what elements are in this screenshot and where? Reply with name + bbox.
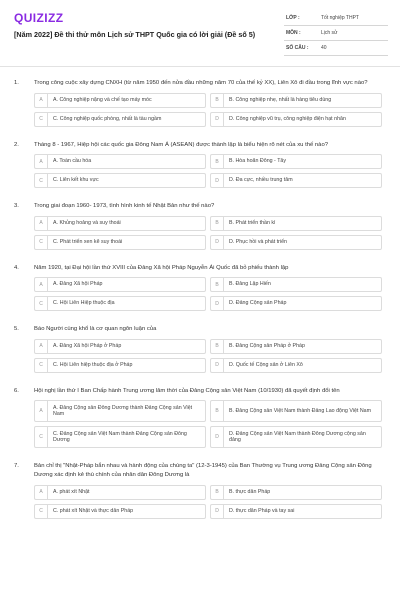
option-letter: A <box>35 401 48 421</box>
question-item <box>14 79 386 131</box>
option-letter: C <box>35 236 48 249</box>
question-item <box>14 325 386 377</box>
answer-option[interactable] <box>34 235 206 250</box>
question-number: 7. <box>14 463 19 470</box>
option-letter: C <box>35 297 48 310</box>
option-letter: D <box>211 113 224 126</box>
option-letter: C <box>35 174 48 187</box>
answer-option[interactable] <box>34 277 206 292</box>
option-text: B. thực dân Pháp <box>229 488 271 495</box>
option-letter: D <box>211 427 224 447</box>
answer-option[interactable] <box>34 358 206 373</box>
answer-options <box>34 277 386 315</box>
answer-options <box>34 93 386 131</box>
option-letter: B <box>211 340 224 353</box>
answer-option[interactable] <box>210 358 382 373</box>
option-letter: A <box>35 486 48 499</box>
question-item <box>14 141 386 193</box>
option-text: C. Hội Liên hiệp thuộc địa ở Pháp <box>53 362 133 368</box>
option-text: D. Đa cực, nhiều trung tâm <box>229 177 293 184</box>
answer-option[interactable] <box>34 216 206 231</box>
option-text: C. Đảng Cộng sản Việt Nam thành Đảng Cộng sản Đông Dương <box>53 430 187 444</box>
option-text: C. phát xít Nhật và thực dân Pháp <box>53 507 134 514</box>
option-letter: C <box>35 427 48 447</box>
answer-option[interactable] <box>34 93 206 108</box>
answer-option[interactable] <box>34 173 206 188</box>
answer-option[interactable] <box>34 485 206 500</box>
option-letter: B <box>211 486 224 499</box>
option-text: C. Phát triển xen kẽ suy thoái <box>53 238 123 245</box>
worksheet-info <box>284 11 388 56</box>
answer-option[interactable] <box>34 112 206 127</box>
question-text: Trong công cuộc xây dựng CNXH (từ năm 1950 đến nửa đầu những năm 70 của thế kỷ XX), Liên Xô đi đầu trong lĩnh vực nào? <box>34 80 368 86</box>
info-label: MÔN : <box>286 30 301 36</box>
info-label: LỚP : <box>286 15 300 21</box>
option-letter: C <box>35 359 48 372</box>
option-text: D. Đảng Cộng sản Việt Nam thành Đông Dương cộng sản đảng <box>229 430 366 444</box>
worksheet-title: [Năm 2022] Đề thi thử môn Lịch sử THPT Quốc gia có lời giải (Đề số 5) <box>14 30 256 39</box>
question-text: Tháng 8 - 1967, Hiệp hội các quốc gia Đông Nam Á (ASEAN) được thành lập là biểu hiện rõ nét của xu thế nào? <box>34 141 329 148</box>
option-letter: B <box>211 94 224 107</box>
answer-option[interactable] <box>210 216 382 231</box>
header-divider <box>0 66 400 67</box>
option-letter: C <box>35 505 48 518</box>
option-text: A. phát xít Nhật <box>53 488 90 495</box>
option-letter: D <box>211 236 224 249</box>
answer-options <box>34 216 386 254</box>
answer-options <box>34 339 386 377</box>
answer-option[interactable] <box>210 154 382 169</box>
option-text: A. Toàn cầu hóa <box>53 158 92 165</box>
info-value[interactable]: Tốt nghiệp THPT <box>321 15 359 21</box>
option-letter: B <box>211 278 224 291</box>
info-row-class <box>284 11 388 26</box>
option-letter: D <box>211 174 224 187</box>
option-text: B. Công nghiệp nhẹ, nhất là hàng tiêu dùng <box>229 96 332 103</box>
question-item <box>14 462 386 522</box>
option-letter: B <box>211 401 224 421</box>
option-text: D. Phục hồi và phát triển <box>229 238 288 245</box>
question-item <box>14 202 386 254</box>
answer-option[interactable] <box>210 93 382 108</box>
option-letter: A <box>35 217 48 230</box>
answer-option[interactable] <box>210 504 382 519</box>
info-value[interactable]: 40 <box>321 45 327 51</box>
option-text: A. Khủng hoảng và suy thoái <box>53 219 121 226</box>
answer-option[interactable] <box>210 485 382 500</box>
answer-options <box>34 154 386 192</box>
answer-option[interactable] <box>34 339 206 354</box>
question-number: 1. <box>14 80 19 86</box>
answer-options <box>34 485 386 523</box>
info-row-subject <box>284 26 388 41</box>
option-letter: A <box>35 94 48 107</box>
option-text: A. Đảng Cộng sản Đông Dương thành Đảng Cộng sản Việt Nam <box>53 404 193 418</box>
question-item <box>14 387 386 453</box>
option-text: D. thực dân Pháp và tay sai <box>229 507 295 514</box>
quizizz-logo: QUIZIZZ <box>14 11 64 25</box>
option-text: C. Công nghiệp quốc phòng, nhất là tàu ngầm <box>53 115 162 122</box>
question-number: 5. <box>14 326 19 333</box>
answer-option[interactable] <box>210 296 382 311</box>
option-text: D. Công nghiệp vũ trụ, công nghiệp điện hạt nhân <box>229 115 346 122</box>
answer-option[interactable] <box>210 339 382 354</box>
answer-option[interactable] <box>34 154 206 169</box>
question-text: Trong giai đoạn 1960- 1973, tình hình kinh tế Nhật Bản như thế nào? <box>34 203 215 210</box>
option-text: B. Đảng Cộng sản Việt Nam thành Đảng Lao động Việt Nam <box>229 408 372 415</box>
info-label: SỐ CÂU : <box>286 45 309 51</box>
answer-option[interactable] <box>210 400 382 422</box>
option-letter: A <box>35 278 48 291</box>
answer-option[interactable] <box>34 296 206 311</box>
answer-option[interactable] <box>210 277 382 292</box>
option-letter: C <box>35 113 48 126</box>
answer-option[interactable] <box>34 426 206 448</box>
option-letter: B <box>211 217 224 230</box>
question-text: Hội nghị lần thứ I Ban Chấp hành Trung ương lâm thời của Đảng Cộng sản Việt Nam (10/1930) đã quyết định đổi tên <box>34 387 340 394</box>
option-text: B. Đảng Lập Hiến <box>229 281 271 288</box>
answer-option[interactable] <box>210 112 382 127</box>
option-text: B. Đảng Cộng sản Pháp ở Pháp <box>229 343 305 349</box>
option-text: C. Liên kết khu vực <box>53 177 99 184</box>
question-item <box>14 264 386 316</box>
option-text: B. Hòa hoãn Đông - Tây <box>229 158 287 165</box>
option-text: B. Phát triển thần kì <box>229 219 276 226</box>
answer-options <box>34 400 386 452</box>
option-letter: D <box>211 505 224 518</box>
option-letter: D <box>211 359 224 372</box>
question-number: 4. <box>14 264 19 271</box>
option-text: D. Quốc tế Cộng sản ở Liên Xô <box>229 362 303 368</box>
question-text: Bản chỉ thị "Nhật-Pháp bắn nhau và hành động của chúng ta" (12-3-1945) của Ban Thường vụ Trung ương Đảng Cộng sản Đông Dương xác định kẻ thù chính của nhân dân Đông Dương là <box>34 463 372 478</box>
option-text: A. Công nghiệp nặng và chế tạo máy móc <box>53 96 152 103</box>
info-row-question-count <box>284 41 388 56</box>
question-number: 6. <box>14 387 19 394</box>
option-letter: B <box>211 155 224 168</box>
question-number: 2. <box>14 141 19 148</box>
question-text: Báo Người cùng khổ là cơ quan ngôn luận của <box>34 326 157 333</box>
info-value[interactable]: Lịch sử <box>321 30 338 36</box>
question-text: Năm 1920, tại Đại hội lần thứ XVIII của Đảng Xã hội Pháp Nguyễn Ái Quốc đã bỏ phiếu thành lập <box>34 264 289 271</box>
option-letter: A <box>35 340 48 353</box>
answer-option[interactable] <box>34 400 206 422</box>
option-letter: A <box>35 155 48 168</box>
option-letter: D <box>211 297 224 310</box>
option-text: A. Đảng Xã hội Pháp <box>53 281 103 288</box>
question-list <box>14 79 386 533</box>
option-text: C. Hội Liên Hiệp thuộc địa <box>53 300 115 307</box>
option-text: A. Đảng Xã hội Pháp ở Pháp <box>53 343 122 349</box>
answer-option[interactable] <box>210 426 382 448</box>
answer-option[interactable] <box>210 173 382 188</box>
answer-option[interactable] <box>34 504 206 519</box>
question-number: 3. <box>14 203 19 210</box>
option-text: D. Đảng Cộng sản Pháp <box>229 300 287 307</box>
answer-option[interactable] <box>210 235 382 250</box>
